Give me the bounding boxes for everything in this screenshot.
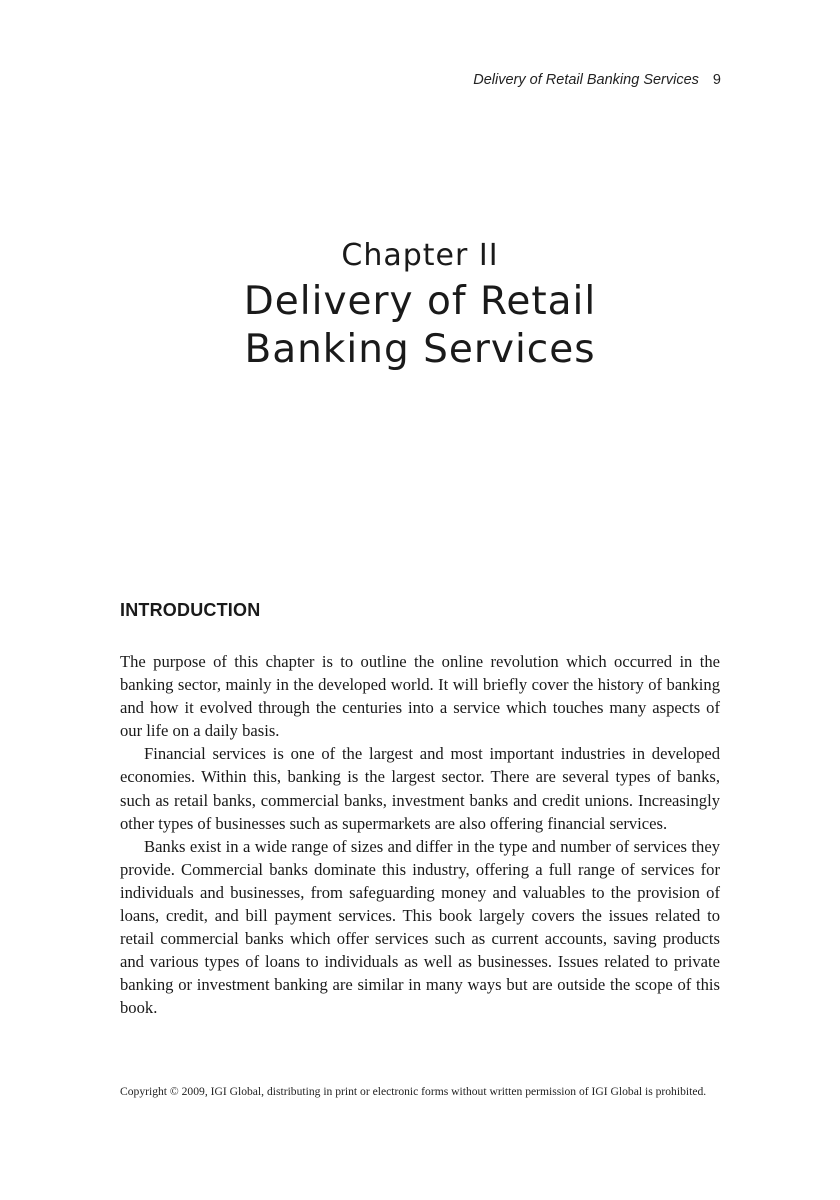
paragraph: Financial services is one of the largest and most important industries in developed economies. Within this, banking is the largest sector. There are several types of banks, such as retail banks, commercial banks, investment banks and credit unions. Increasingly other types of businesses such as supermarkets are also offering financial services. bbox=[120, 744, 720, 833]
chapter-label: Chapter II bbox=[341, 238, 499, 273]
section-heading: INTRODUCTION bbox=[120, 600, 261, 620]
copyright-footer: Copyright © 2009, IGI Global, distributing in print or electronic forms without written permission of IGI Global is prohibited. bbox=[120, 1085, 707, 1098]
running-head bbox=[473, 72, 721, 88]
chapter-heading bbox=[0, 236, 840, 374]
paragraph: Banks exist in a wide range of sizes and differ in the type and number of services they provide. Commercial banks dominate this industry, offering a full range of services for individuals and businesses, from safeguarding money and valuables to the provision of loans, credit, and bill payment services. This book largely covers the issues related to retail commercial banks which offer services such as current accounts, saving products and various types of loans to individuals as well as businesses. Issues related to private banking or investment banking are similar in many ways but are outside the scope of this book. bbox=[120, 836, 720, 1018]
page-number: 9 bbox=[712, 72, 721, 88]
body-text bbox=[120, 650, 720, 1020]
chapter-title-line-1: Delivery of Retail bbox=[243, 279, 597, 324]
chapter-title-line-2: Banking Services bbox=[244, 327, 596, 372]
paragraph: The purpose of this chapter is to outline the online revolution which occurred in the banking sector, mainly in the developed world. It will briefly cover the history of banking and how it evolved through the centuries into a service which touches many aspects of our life on a daily basis. bbox=[120, 652, 720, 741]
running-head-title: Delivery of Retail Banking Services bbox=[473, 72, 699, 88]
chapter-title bbox=[0, 278, 840, 374]
